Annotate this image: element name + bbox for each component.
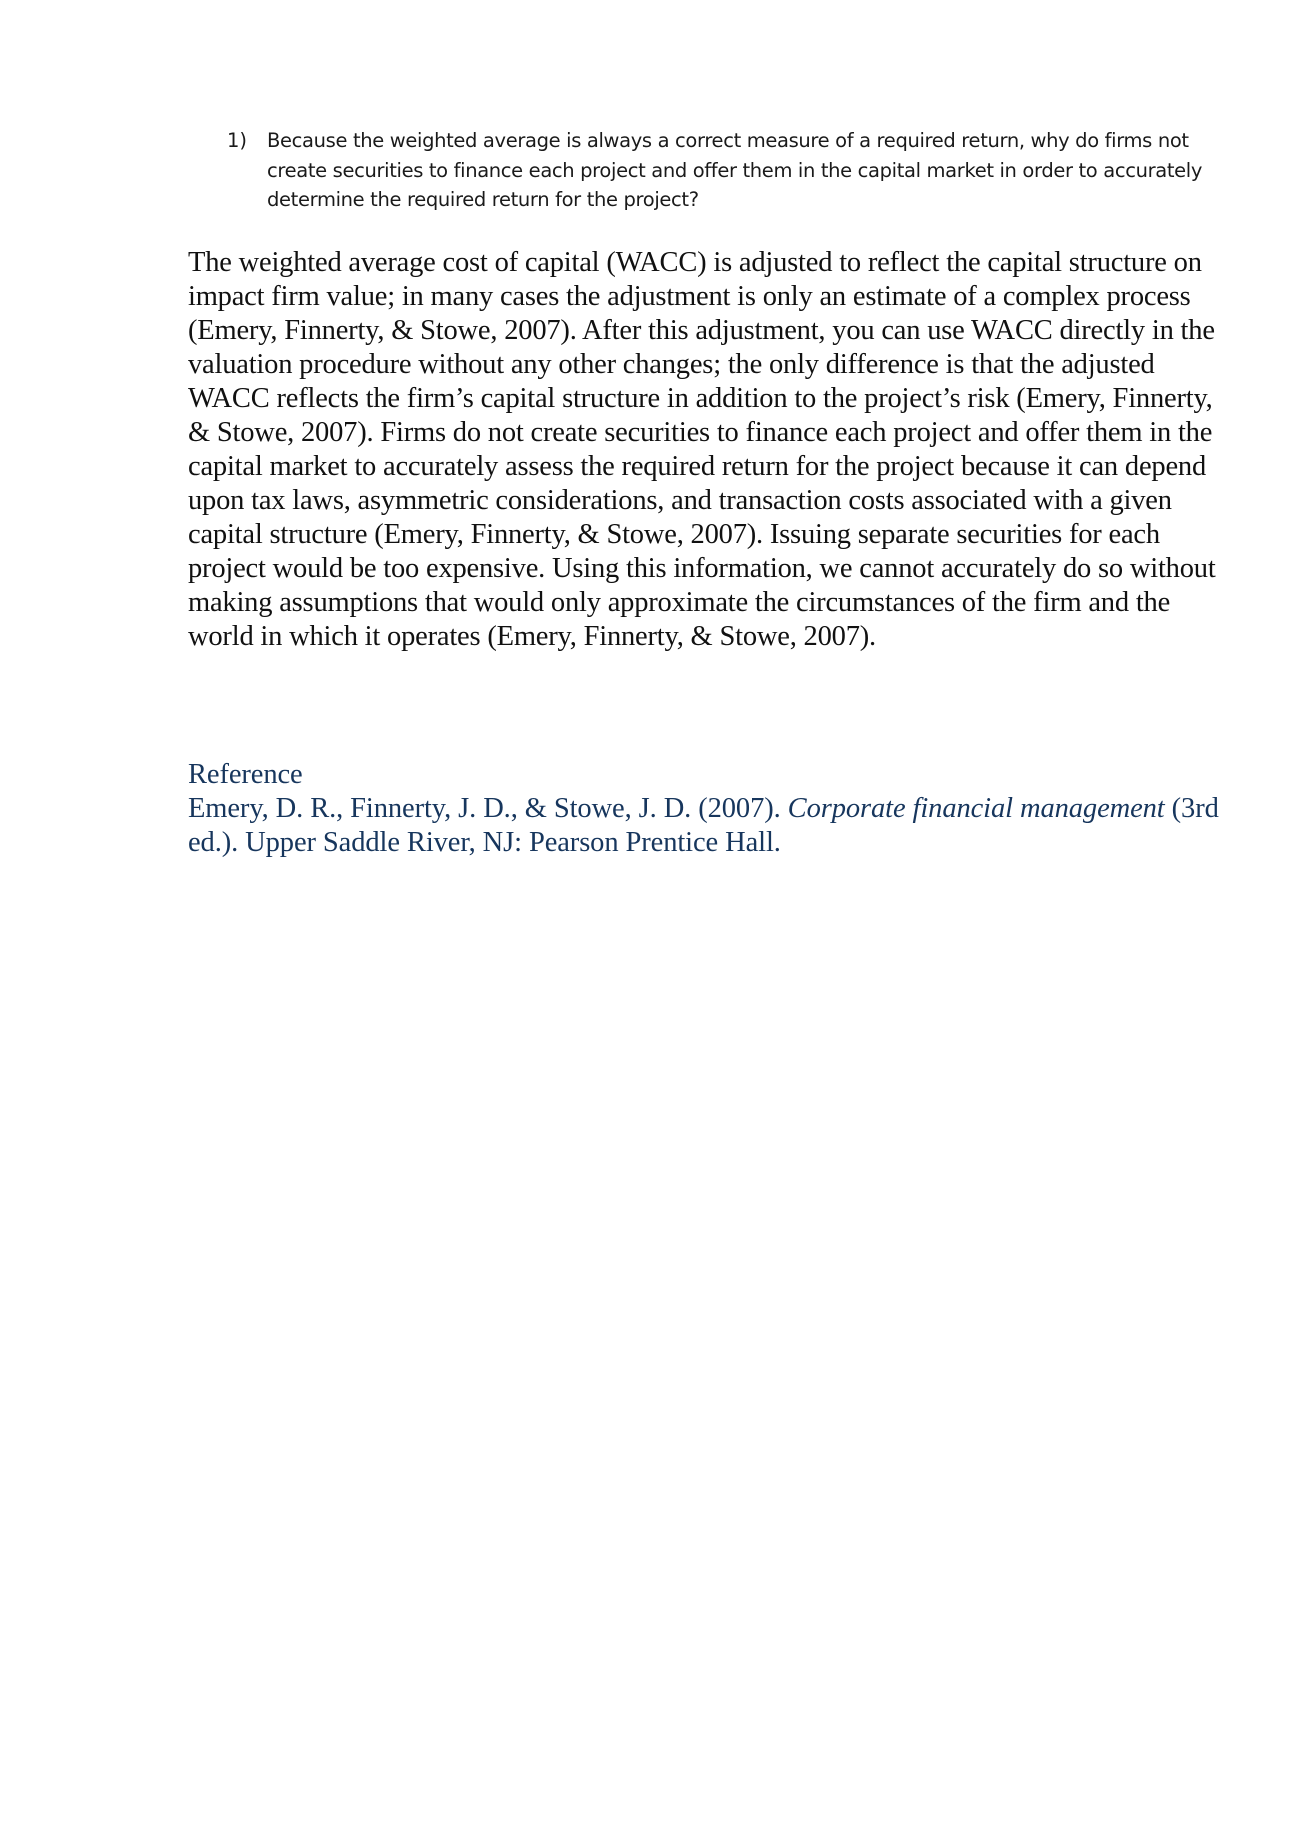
reference-publication: (3rd ed.). Upper Saddle River, NJ: Pearson Prentice Hall. [188,793,1219,858]
reference-authors: Emery, D. R., Finnerty, J. D., & Stowe, J. D. (2007). [188,793,788,824]
reference-title: Corporate financial management [787,793,1165,824]
question-item [227,126,1207,215]
question-text: Because the weighted average is always a correct measure of a required return, why do firms not create securities to finance each project and offer them in the capital market in order to accurately determine the required return for the project? [267,129,1203,211]
references-heading: Reference [188,759,303,790]
references-section [188,758,1228,860]
answer-paragraph: The weighted average cost of capital (WACC) is adjusted to reflect the capital structure on impact firm value; in many cases the adjustment is only an estimate of a complex process (Emery, Finnerty, & Stowe, 2007). After this adjustment, you can use WACC directly in the valuation procedure without any other changes; the only difference is that the adjusted WACC reflects the firm’s capital structure in addition to the project’s risk (Emery, Finnerty, & Stowe, 2007). Firms do not create securities to finance each project and offer them in the capital market to accurately assess the required return for the project because it can depend upon tax laws, asymmetric considerations, and transaction costs associated with a given capital structure (Emery, Finnerty, & Stowe, 2007). Issuing separate securities for each project would be too expensive. Using this information, we cannot accurately do so without making assumptions that would only approximate the circumstances of the firm and the world in which it operates (Emery, Finnerty, & Stowe, 2007). [188,247,1216,652]
question-number: 1) [227,129,248,152]
reference-entry [188,792,1228,860]
